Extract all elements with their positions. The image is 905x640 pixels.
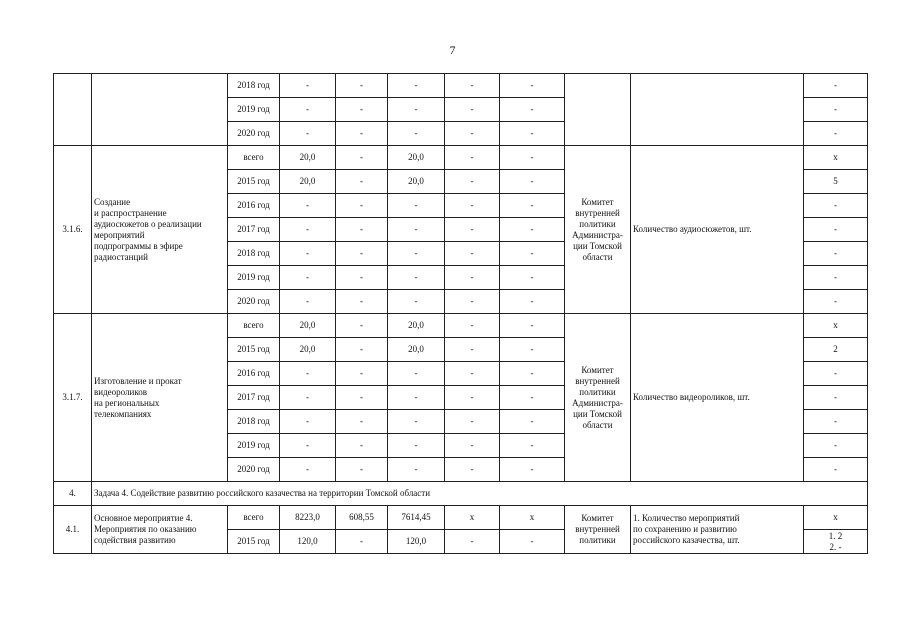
total-cell: - — [280, 362, 336, 386]
total-cell: - — [280, 74, 336, 98]
year-cell: 2019 год — [228, 266, 280, 290]
responsible-cell: Комитет внутренней политики — [565, 506, 631, 554]
local-cell: - — [445, 242, 500, 266]
indicator-value-cell: - — [804, 266, 868, 290]
federal-cell: - — [336, 242, 388, 266]
other-cell: - — [500, 530, 565, 554]
item-name-cell: Изготовление и прокат видеороликов на региональных телекомпаниях — [92, 314, 228, 482]
regional-cell: 120,0 — [388, 530, 445, 554]
item-name-cell: Создание и распространение аудиосюжетов о реализации мероприятий подпрограммы в эфире радиостанций — [92, 146, 228, 314]
indicator-value-cell: 2 — [804, 338, 868, 362]
regional-cell: - — [388, 242, 445, 266]
indicator-value-cell: - — [804, 290, 868, 314]
other-cell: - — [500, 362, 565, 386]
total-cell: 8223,0 — [280, 506, 336, 530]
item-number-cell: 3.1.6. — [54, 146, 92, 314]
federal-cell: - — [336, 194, 388, 218]
year-cell: 2017 год — [228, 218, 280, 242]
regional-cell: - — [388, 194, 445, 218]
other-cell: - — [500, 410, 565, 434]
indicator-value-cell: х — [804, 146, 868, 170]
table-row — [54, 314, 868, 338]
local-cell: - — [445, 74, 500, 98]
year-cell: 2018 год — [228, 242, 280, 266]
total-cell: - — [280, 434, 336, 458]
responsible-cell: Комитет внутренней политики Администра- ции Томской области — [565, 314, 631, 482]
table-row — [54, 74, 868, 98]
local-cell: х — [445, 506, 500, 530]
other-cell: - — [500, 170, 565, 194]
other-cell: - — [500, 290, 565, 314]
other-cell: х — [500, 506, 565, 530]
other-cell: - — [500, 98, 565, 122]
indicator-value-cell: - — [804, 122, 868, 146]
item-name-cell: Основное мероприятие 4. Мероприятия по оказанию содействия развитию — [92, 506, 228, 554]
responsible-cell: Комитет внутренней политики Администра- ции Томской области — [565, 146, 631, 314]
year-cell: 2019 год — [228, 434, 280, 458]
total-cell: - — [280, 98, 336, 122]
federal-cell: - — [336, 434, 388, 458]
total-cell: - — [280, 218, 336, 242]
indicator-cell — [631, 74, 804, 146]
page-number: 7 — [449, 43, 456, 57]
regional-cell: - — [388, 386, 445, 410]
year-cell: 2019 год — [228, 98, 280, 122]
other-cell: - — [500, 314, 565, 338]
item-name-cell — [92, 74, 228, 146]
indicator-value-cell: - — [804, 410, 868, 434]
total-cell: - — [280, 386, 336, 410]
regional-cell: - — [388, 122, 445, 146]
regional-cell: - — [388, 362, 445, 386]
year-cell: 2015 год — [228, 530, 280, 554]
year-cell: 2020 год — [228, 458, 280, 482]
total-cell: - — [280, 458, 336, 482]
other-cell: - — [500, 242, 565, 266]
indicator-value-cell: - — [804, 218, 868, 242]
other-cell: - — [500, 146, 565, 170]
federal-cell: - — [336, 410, 388, 434]
federal-cell: - — [336, 74, 388, 98]
item-number-cell — [54, 74, 92, 146]
other-cell: - — [500, 122, 565, 146]
total-cell: - — [280, 242, 336, 266]
regional-cell: 20,0 — [388, 170, 445, 194]
year-cell: 2015 год — [228, 338, 280, 362]
federal-cell: - — [336, 314, 388, 338]
local-cell: - — [445, 458, 500, 482]
federal-cell: - — [336, 290, 388, 314]
local-cell: - — [445, 290, 500, 314]
indicator-value-cell: - — [804, 242, 868, 266]
indicator-cell: 1. Количество мероприятий по сохранению и развитию российского казачества, шт. — [631, 506, 804, 554]
local-cell: - — [445, 338, 500, 362]
local-cell: - — [445, 530, 500, 554]
federal-cell: - — [336, 386, 388, 410]
regional-cell: - — [388, 218, 445, 242]
regional-cell: 20,0 — [388, 314, 445, 338]
total-cell: 20,0 — [280, 170, 336, 194]
program-table — [53, 73, 868, 554]
total-cell: 20,0 — [280, 146, 336, 170]
federal-cell: - — [336, 266, 388, 290]
federal-cell: - — [336, 362, 388, 386]
local-cell: - — [445, 266, 500, 290]
local-cell: - — [445, 122, 500, 146]
indicator-value-cell: - — [804, 74, 868, 98]
regional-cell: - — [388, 74, 445, 98]
local-cell: - — [445, 386, 500, 410]
total-cell: - — [280, 266, 336, 290]
year-cell: 2017 год — [228, 386, 280, 410]
indicator-value-cell: х — [804, 506, 868, 530]
indicator-value-cell: - — [804, 98, 868, 122]
regional-cell: 20,0 — [388, 146, 445, 170]
year-cell: 2018 год — [228, 74, 280, 98]
total-cell: - — [280, 194, 336, 218]
year-cell: 2016 год — [228, 362, 280, 386]
federal-cell: - — [336, 170, 388, 194]
indicator-value-cell: 5 — [804, 170, 868, 194]
other-cell: - — [500, 218, 565, 242]
task-number-cell: 4. — [54, 482, 92, 506]
other-cell: - — [500, 434, 565, 458]
regional-cell: 7614,45 — [388, 506, 445, 530]
indicator-value-cell: - — [804, 386, 868, 410]
year-cell: 2015 год — [228, 170, 280, 194]
local-cell: - — [445, 98, 500, 122]
local-cell: - — [445, 434, 500, 458]
indicator-value-cell: - — [804, 458, 868, 482]
total-cell: 120,0 — [280, 530, 336, 554]
federal-cell: - — [336, 338, 388, 362]
total-cell: 20,0 — [280, 338, 336, 362]
federal-cell: - — [336, 218, 388, 242]
local-cell: - — [445, 194, 500, 218]
local-cell: - — [445, 146, 500, 170]
regional-cell: 20,0 — [388, 338, 445, 362]
regional-cell: - — [388, 458, 445, 482]
year-cell: 2018 год — [228, 410, 280, 434]
total-cell: - — [280, 290, 336, 314]
responsible-cell — [565, 74, 631, 146]
year-cell: 2020 год — [228, 122, 280, 146]
total-cell: 20,0 — [280, 314, 336, 338]
year-cell: всего — [228, 146, 280, 170]
federal-cell: - — [336, 98, 388, 122]
year-cell: всего — [228, 506, 280, 530]
local-cell: - — [445, 314, 500, 338]
year-cell: всего — [228, 314, 280, 338]
federal-cell: - — [336, 122, 388, 146]
table-row — [54, 146, 868, 170]
indicator-cell: Количество видеороликов, шт. — [631, 314, 804, 482]
federal-cell: - — [336, 146, 388, 170]
regional-cell: - — [388, 290, 445, 314]
task-title-cell: Задача 4. Содействие развитию российского казачества на территории Томской области — [92, 482, 868, 506]
federal-cell: 608,55 — [336, 506, 388, 530]
item-number-cell: 4.1. — [54, 506, 92, 554]
indicator-value-cell: - — [804, 194, 868, 218]
table-row — [54, 506, 868, 530]
indicator-value-cell: 1. 2 2. - — [804, 530, 868, 554]
other-cell: - — [500, 194, 565, 218]
total-cell: - — [280, 122, 336, 146]
indicator-cell: Количество аудиосюжетов, шт. — [631, 146, 804, 314]
federal-cell: - — [336, 458, 388, 482]
regional-cell: - — [388, 410, 445, 434]
other-cell: - — [500, 74, 565, 98]
local-cell: - — [445, 218, 500, 242]
other-cell: - — [500, 386, 565, 410]
other-cell: - — [500, 458, 565, 482]
federal-cell: - — [336, 530, 388, 554]
regional-cell: - — [388, 434, 445, 458]
table-row — [54, 482, 868, 506]
year-cell: 2020 год — [228, 290, 280, 314]
local-cell: - — [445, 362, 500, 386]
indicator-value-cell: - — [804, 362, 868, 386]
other-cell: - — [500, 266, 565, 290]
table-body — [54, 74, 868, 554]
regional-cell: - — [388, 98, 445, 122]
local-cell: - — [445, 410, 500, 434]
indicator-value-cell: х — [804, 314, 868, 338]
indicator-value-cell: - — [804, 434, 868, 458]
year-cell: 2016 год — [228, 194, 280, 218]
other-cell: - — [500, 338, 565, 362]
regional-cell: - — [388, 266, 445, 290]
total-cell: - — [280, 410, 336, 434]
item-number-cell: 3.1.7. — [54, 314, 92, 482]
local-cell: - — [445, 170, 500, 194]
